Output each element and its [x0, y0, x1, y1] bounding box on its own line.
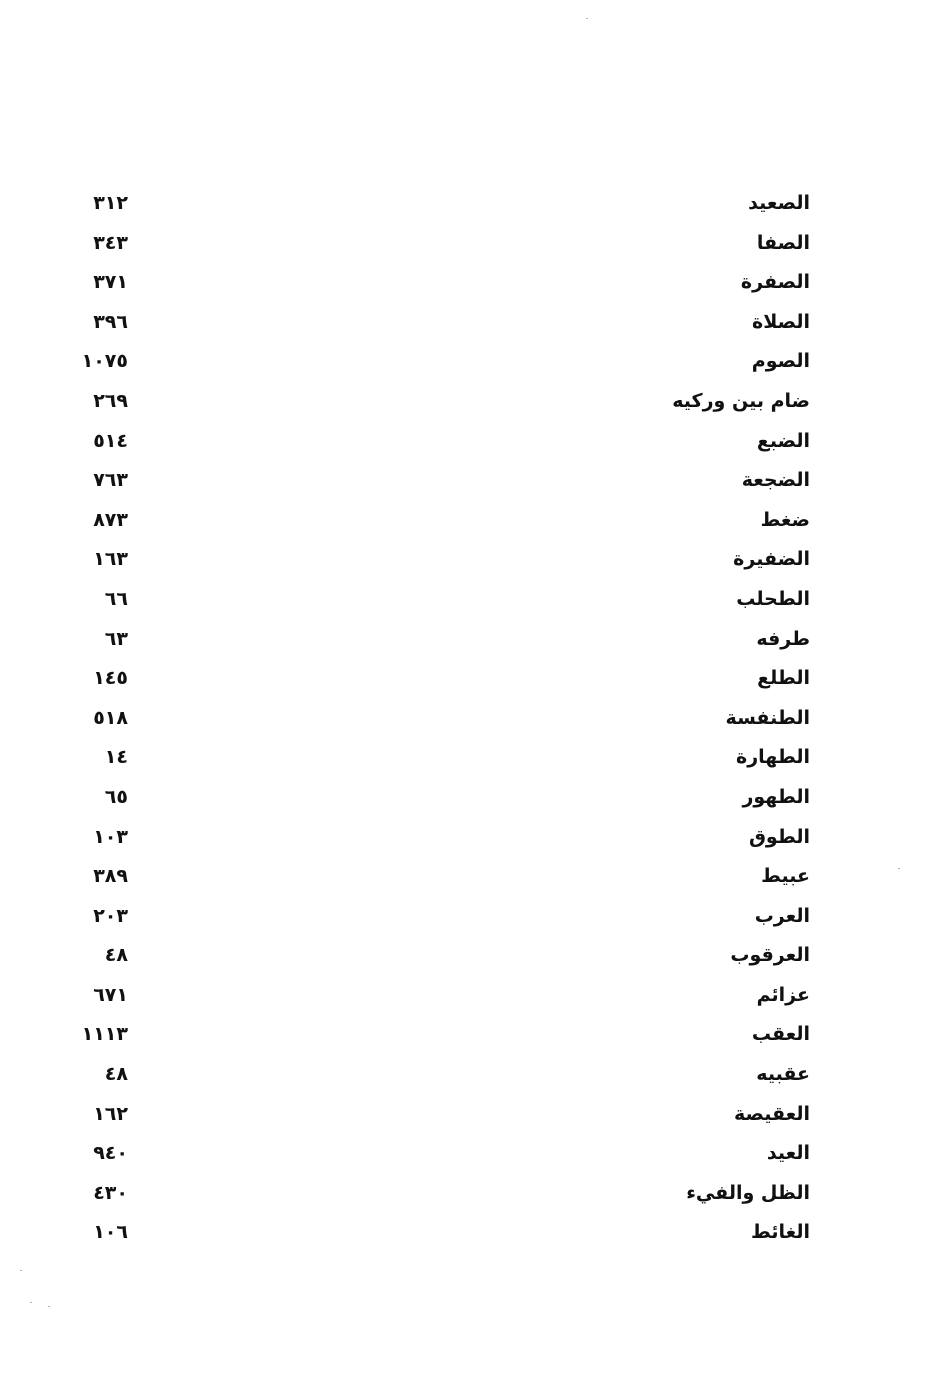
index-row [40, 1017, 830, 1057]
index-page-number: ٦٣ [104, 627, 128, 650]
index-page-number: ١٠٦ [93, 1221, 128, 1244]
index-page-number: ٤٣٠ [93, 1181, 128, 1204]
index-page-number: ٣٨٩ [93, 865, 128, 888]
scan-speck [586, 18, 588, 19]
index-term: العرقوب [730, 944, 810, 967]
index-term: الطحلب [736, 587, 810, 610]
index-page-number: ٦٥ [104, 785, 128, 808]
index-page-number: ٤٨ [104, 1063, 128, 1086]
index-term: ضام بين وركيه [672, 389, 810, 412]
index-term: الطهارة [736, 746, 810, 769]
index-row [40, 305, 830, 345]
index-term: العيد [766, 1142, 810, 1165]
index-page-number: ١١١٣ [81, 1023, 128, 1046]
scan-speck [898, 868, 900, 869]
index-page-number: ٦٦ [104, 587, 128, 610]
index-term: الصوم [751, 350, 810, 373]
index-row [40, 463, 830, 503]
index-page-number: ١٦٣ [93, 548, 128, 571]
index-term: طرفه [756, 627, 810, 650]
index-page-number: ٧٦٣ [93, 469, 128, 492]
index-page-number: ١٤٥ [93, 667, 128, 690]
index-row [40, 265, 830, 305]
index-term: عقبيه [756, 1063, 810, 1086]
index-term: ضغط [760, 508, 810, 531]
index-page-number: ٣٤٣ [93, 231, 128, 254]
index-term: الصعيد [748, 192, 810, 214]
index-row [40, 1215, 830, 1255]
index-row [40, 582, 830, 622]
index-term: الصفرة [740, 271, 810, 294]
index-row [40, 740, 830, 780]
index-row [40, 542, 830, 582]
index-row [40, 1057, 830, 1097]
index-term: الصلاة [751, 310, 810, 333]
index-term: الطوق [748, 825, 810, 848]
index-page-number: ٤٨ [104, 944, 128, 967]
index-row [40, 820, 830, 860]
index-row [40, 780, 830, 820]
index-term: العرب [754, 904, 810, 927]
index-term: الظل والفيء [686, 1181, 810, 1204]
index-row [40, 384, 830, 424]
index-page-number: ١٠٧٥ [81, 350, 128, 373]
index-row [40, 186, 830, 226]
index-page-number: ٥١٨ [93, 706, 128, 729]
index-term: الطنفسة [725, 706, 810, 729]
index-term: الغائط [751, 1221, 810, 1244]
index-row [40, 424, 830, 464]
index-row [40, 899, 830, 939]
index-page-number: ٢٦٩ [93, 389, 128, 412]
index-page-number: ٣٩٦ [93, 310, 128, 333]
index-term: العقب [751, 1023, 810, 1046]
index-page-number: ٨٧٣ [93, 508, 128, 531]
index-page-number: ١٦٢ [93, 1102, 128, 1125]
index-page-number: ١٠٣ [93, 825, 128, 848]
index-page-number: ٩٤٠ [93, 1142, 128, 1165]
index-row [40, 226, 830, 266]
index-page-number: ٥١٤ [93, 429, 128, 452]
index-term: الضجعة [741, 469, 810, 492]
index-term: عبيط [761, 865, 810, 888]
index-row [40, 1176, 830, 1216]
scan-speck [20, 1270, 22, 1271]
index-row [40, 1097, 830, 1137]
index-row [40, 344, 830, 384]
index-row [40, 661, 830, 701]
index-term: الطهور [742, 785, 810, 808]
index-page-number: ٢٠٣ [93, 904, 128, 927]
index-page-number: ٦٧١ [93, 983, 128, 1006]
index-row [40, 503, 830, 543]
index-term: الضفيرة [733, 548, 810, 571]
index-term: الطلع [757, 667, 810, 690]
index-term: الصفا [756, 231, 810, 254]
scan-speck [48, 1306, 50, 1307]
index-row [40, 938, 830, 978]
index-page-number: ٣٧١ [93, 271, 128, 294]
index-list [40, 186, 830, 1255]
index-row [40, 978, 830, 1018]
scan-speck [30, 1302, 32, 1303]
index-row [40, 701, 830, 741]
index-term: العقيصة [733, 1102, 810, 1125]
index-page-number: ١٤ [104, 746, 128, 769]
index-row [40, 859, 830, 899]
index-row [40, 1136, 830, 1176]
index-page-number: ٣١٢ [93, 192, 128, 214]
index-term: عزائم [756, 983, 810, 1006]
index-row [40, 622, 830, 662]
index-term: الضبع [756, 429, 810, 452]
